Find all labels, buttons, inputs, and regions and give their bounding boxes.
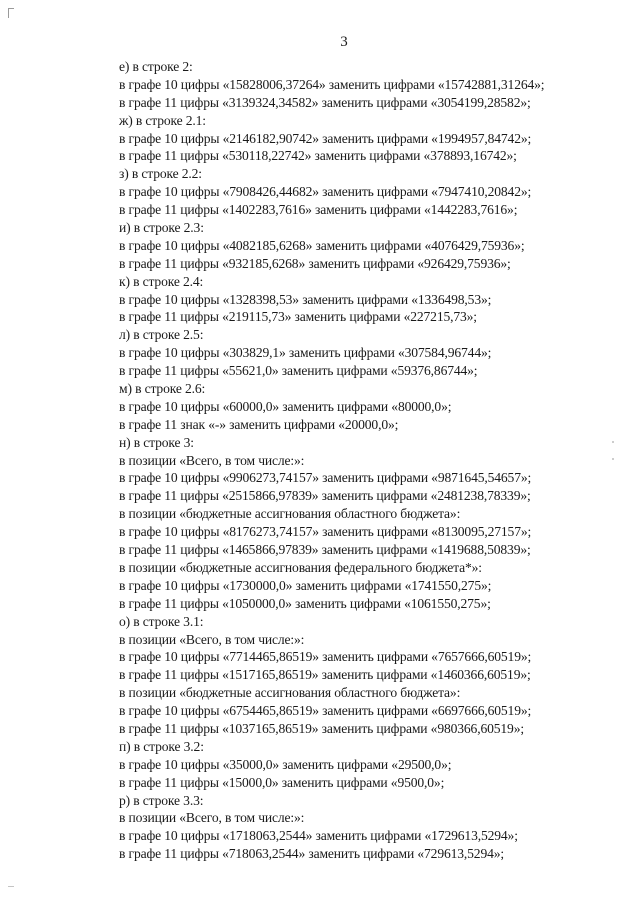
scan-corner-mark: [8, 8, 14, 9]
text-line: в графе 10 цифры «60000,0» заменить цифрами «80000,0»;: [119, 398, 452, 414]
text-line: в графе 10 цифры «8176273,74157» заменить цифрами «8130095,27157»;: [119, 524, 532, 540]
text-line: о) в строке 3.1:: [119, 613, 204, 629]
text-line: в графе 10 цифры «1718063,2544» заменить цифрами «1729613,5294»;: [119, 828, 518, 844]
text-line: к) в строке 2.4:: [119, 273, 204, 289]
text-line: в графе 10 цифры «2146182,90742» заменить цифрами «1994957,84742»;: [119, 130, 532, 146]
text-line: в графе 11 цифры «2515866,97839» заменить цифрами «2481238,78339»;: [119, 488, 531, 504]
text-line: в графе 10 цифры «7714465,86519» заменить цифрами «7657666,60519»;: [119, 649, 532, 665]
text-line: в графе 11 знак «-» заменить цифрами «20000,0»;: [119, 416, 399, 432]
text-line: в графе 11 цифры «3139324,34582» заменить цифрами «3054199,28582»;: [119, 94, 531, 110]
text-line: в позиции «бюджетные ассигнования федерального бюджета*»:: [119, 559, 482, 575]
text-line: в графе 11 цифры «1402283,7616» заменить цифрами «1442283,7616»;: [119, 202, 518, 218]
text-line: в графе 10 цифры «7908426,44682» заменить цифрами «7947410,20842»;: [119, 184, 532, 200]
text-line: в графе 11 цифры «219115,73» заменить цифрами «227215,73»;: [119, 309, 477, 325]
text-line: в графе 10 цифры «9906273,74157» заменить цифрами «9871645,54657»;: [119, 470, 532, 486]
text-line: р) в строке 3.3:: [119, 792, 204, 808]
text-line: в графе 10 цифры «6754465,86519» заменить цифрами «6697666,60519»;: [119, 703, 532, 719]
text-line: в позиции «бюджетные ассигнования областного бюджета»:: [119, 685, 461, 701]
text-line: в графе 10 цифры «35000,0» заменить цифрами «29500,0»;: [119, 756, 452, 772]
document-body: [119, 58, 619, 863]
text-line: в графе 10 цифры «4082185,6268» заменить цифрами «4076429,75936»;: [119, 237, 525, 253]
text-line: в графе 11 цифры «1517165,86519» заменить цифрами «1460366,60519»;: [119, 667, 531, 683]
text-line: в позиции «Всего, в том числе:»:: [119, 631, 305, 647]
text-line: е) в строке 2:: [119, 59, 193, 74]
page-number: 3: [340, 34, 348, 50]
text-line: в графе 11 цифры «1050000,0» заменить цифрами «1061550,275»;: [119, 595, 491, 611]
text-line: в графе 10 цифры «1730000,0» заменить цифрами «1741550,275»;: [119, 577, 492, 593]
text-line: в графе 10 цифры «303829,1» заменить цифрами «307584,96744»;: [119, 345, 492, 361]
text-line: в графе 10 цифры «1328398,53» заменить цифрами «1336498,53»;: [119, 291, 492, 307]
text-line: и) в строке 2.3:: [119, 220, 204, 236]
text-line: в графе 11 цифры «932185,6268» заменить цифрами «926429,75936»;: [119, 255, 511, 271]
text-line: в графе 11 цифры «15000,0» заменить цифрами «9500,0»;: [119, 774, 445, 790]
text-line: ж) в строке 2.1:: [119, 112, 206, 128]
text-line: п) в строке 3.2:: [119, 738, 204, 754]
text-line: в графе 11 цифры «530118,22742» заменить цифрами «378893,16742»;: [119, 148, 517, 164]
scan-corner-mark: [8, 886, 14, 887]
text-line: н) в строке 3:: [119, 434, 194, 450]
text-line: в графе 11 цифры «1465866,97839» заменить цифрами «1419688,50839»;: [119, 542, 531, 558]
text-line: в графе 11 цифры «55621,0» заменить цифрами «59376,86744»;: [119, 363, 478, 379]
text-line: в графе 11 цифры «718063,2544» заменить цифрами «729613,5294»;: [119, 846, 505, 862]
text-line: в графе 10 цифры «15828006,37264» заменить цифрами «15742881,31264»;: [119, 76, 545, 92]
text-line: в графе 11 цифры «1037165,86519» заменить цифрами «980366,60519»;: [119, 720, 524, 736]
text-line: в позиции «бюджетные ассигнования областного бюджета»:: [119, 506, 461, 522]
text-line: м) в строке 2.6:: [119, 381, 206, 397]
text-line: в позиции «Всего, в том числе:»:: [119, 452, 305, 468]
text-line: в позиции «Всего, в том числе:»:: [119, 810, 305, 826]
scan-corner-mark: [8, 8, 9, 18]
text-line: л) в строке 2.5:: [119, 327, 204, 343]
text-line: з) в строке 2.2:: [119, 166, 202, 182]
